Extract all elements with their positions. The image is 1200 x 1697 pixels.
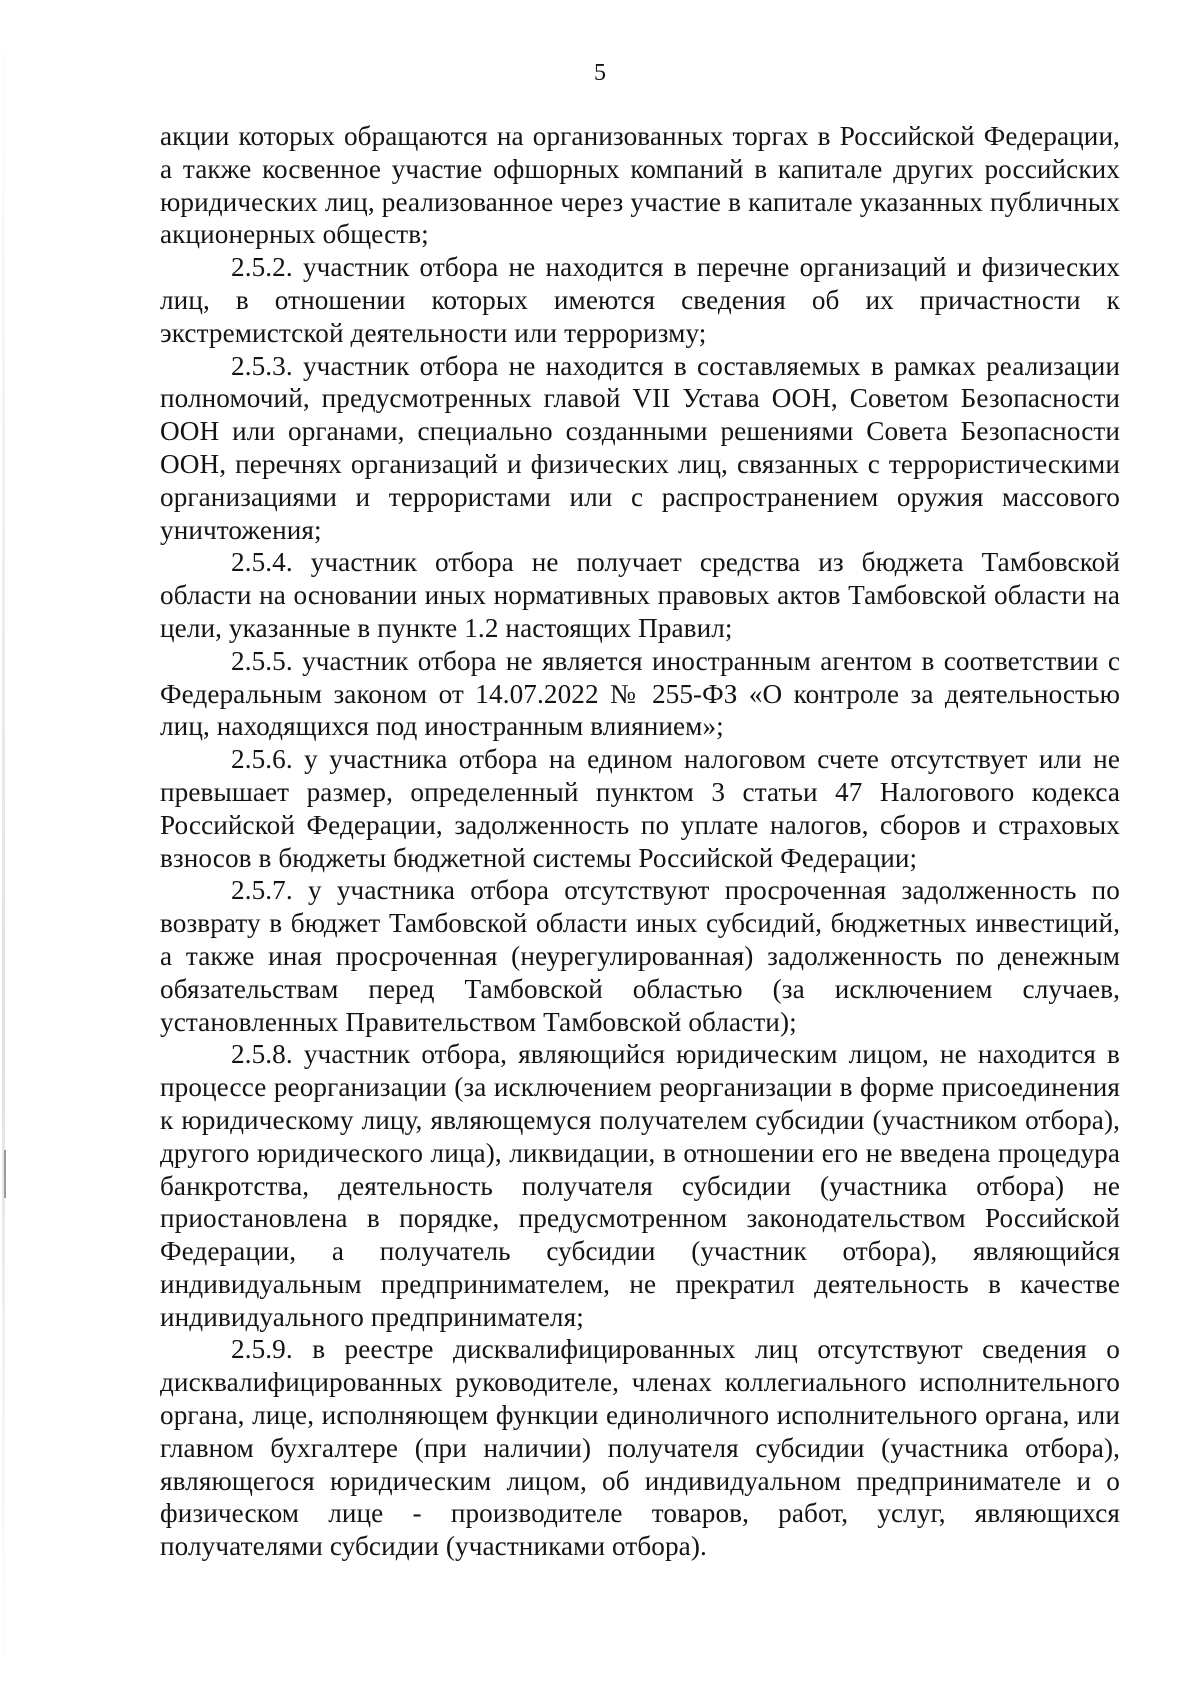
paragraph-2-5-8: 2.5.8. участник отбора, являющийся юридическим лицом, не находится в процессе реорганизации (за исключением реорганизации в форме присоединения к юридическому лицу, являющемуся получателем субсидии (участником отбора), другого юридического лица), ликвидации, в отношении его не введена процедура банкротства, деятельность получателя субсидии (участника отбора) не приостановлена в порядке, предусмотренном законодательством Российской Федерации, а получатель субсидии (участник отбора), являющийся индивидуальным предпринимателем, не прекратил деятельность в качестве индивидуального предпринимателя; [160, 1039, 1120, 1332]
scan-edge-shadow [2, 0, 5, 1697]
paragraph-2-5-7: 2.5.7. у участника отбора отсутствуют просроченная задолженность по возврату в бюджет Тамбовской области иных субсидий, бюджетных инвестиций, а также иная просроченная (неурегулированная) задолженность по денежным обязательствам перед Тамбовской областью (за исключением случаев, установленных Правительством Тамбовской области); [160, 875, 1120, 1037]
page-number: 5 [594, 60, 606, 86]
paragraph-2-5-5: 2.5.5. участник отбора не является иностранным агентом в соответствии с Федеральным законом от 14.07.2022 № 255-ФЗ «О контроле за деятельностью лиц, находящихся под иностранным влиянием»; [160, 645, 1120, 742]
paragraph-continuation: акции которых обращаются на организованных торгах в Российской Федерации, а также косвенное участие офшорных компаний в капитале других российских юридических лиц, реализованное через участие в капитале указанных публичных акционерных обществ; [160, 121, 1120, 250]
document-body [160, 120, 1120, 1563]
scan-edge-mark [4, 1150, 6, 1198]
paragraph-2-5-3: 2.5.3. участник отбора не находится в составляемых в рамках реализации полномочий, предусмотренных главой VII Устава ООН, Советом Безопасности ООН или органами, специально созданными решениями Совета Безопасности ООН, перечнях организаций и физических лиц, связанных с террористическими организациями и террористами или с распространением оружия массового уничтожения; [160, 350, 1120, 545]
paragraph-2-5-9: 2.5.9. в реестре дисквалифицированных лиц отсутствуют сведения о дисквалифицированных руководителе, членах коллегиального исполнительного органа, лице, исполняющем функции единоличного исполнительного органа, или главном бухгалтере (при наличии) получателя субсидии (участника отбора), являющегося юридическим лицом, об индивидуальном предпринимателе и о физическом лице - производителе товаров, работ, услуг, являющихся получателями субсидии (участниками отбора). [160, 1334, 1120, 1562]
paragraph-2-5-6: 2.5.6. у участника отбора на едином налоговом счете отсутствует или не превышает размер, определенный пунктом 3 статьи 47 Налогового кодекса Российской Федерации, задолженность по уплате налогов, сборов и страховых взносов в бюджеты бюджетной системы Российской Федерации; [160, 744, 1120, 873]
paragraph-2-5-2: 2.5.2. участник отбора не находится в перечне организаций и физических лиц, в отношении которых имеются сведения об их причастности к экстремистской деятельности или терроризму; [160, 252, 1120, 348]
paragraph-2-5-4: 2.5.4. участник отбора не получает средства из бюджета Тамбовской области на основании иных нормативных правовых актов Тамбовской области на цели, указанные в пункте 1.2 настоящих Правил; [160, 547, 1120, 643]
